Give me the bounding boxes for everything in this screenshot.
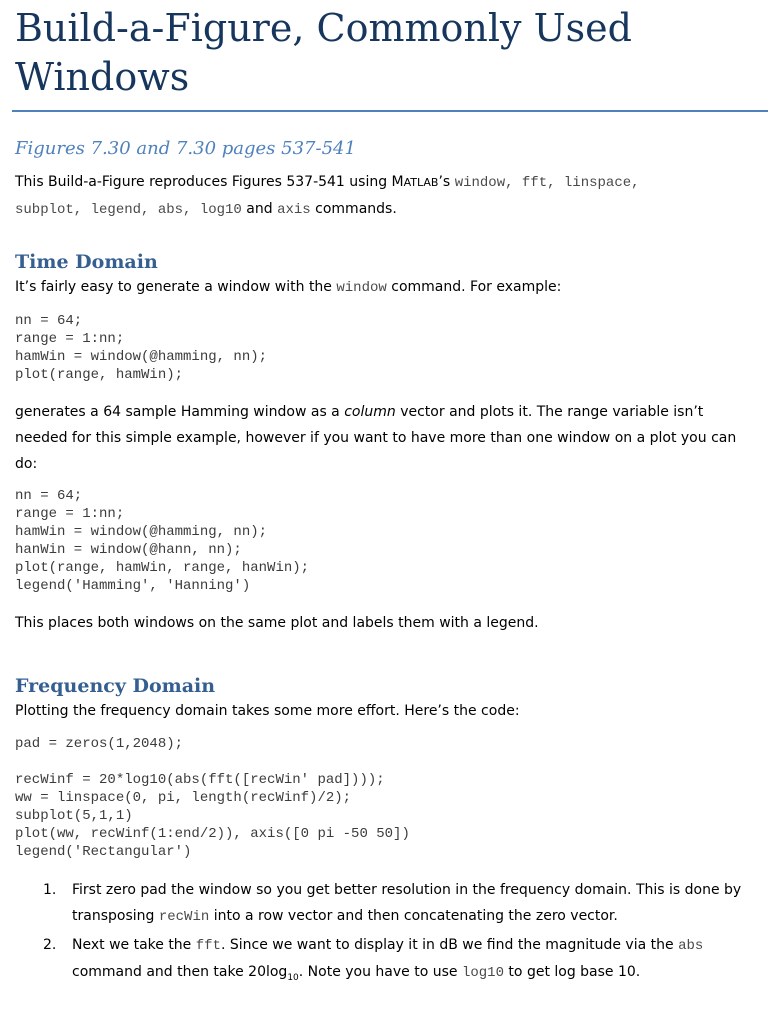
td-p2-line1-b: vector and plots it. The range variable isn’t [395, 404, 704, 420]
list-item-1-line2-b: into a row vector and then concatenating the zero vector. [209, 908, 618, 924]
td-p1-text-b: command. For example: [386, 279, 562, 295]
td-p2-italic: column [344, 404, 396, 420]
intro-commands-line1: window, fft, linspace, [454, 175, 640, 191]
td-p2-line3: do: [15, 456, 38, 472]
document-page [15, 0, 775, 991]
time-domain-code-block-2: nn = 64; range = 1:nn; hamWin = window(@hamming, nn); hanWin = window(@hann, nn); plot(range, hamWin, range, hanWin); legend('Hamming', 'Hanning') [15, 488, 310, 594]
list-item-1-recwin-code: recWin [158, 909, 210, 925]
list-item-2-line1-a: Next we take the [72, 937, 196, 953]
document-subtitle: Figures 7.30 and 7.30 pages 537-541 [15, 138, 356, 159]
intro-text-1: This Build-a-Figure reproduces Figures 537-541 using M [15, 174, 404, 190]
time-domain-heading: Time Domain [15, 251, 158, 273]
intro-commands-line2: subplot, legend, abs, log10 [15, 202, 242, 218]
td-p2-line2: needed for this simple example, however if you want to have more than one window on a plot you can [15, 430, 737, 446]
list-item-2-line2-b: . Note you have to use [298, 964, 462, 980]
time-domain-paragraph-3: This places both windows on the same plot and labels them with a legend. [15, 615, 539, 631]
intro-axis-code: axis [277, 202, 311, 218]
intro-matlab-caps: ATLAB [403, 176, 439, 189]
frequency-domain-heading: Frequency Domain [15, 675, 216, 697]
intro-text-2: ’s [438, 174, 455, 190]
list-item-2-line2-c: to get log base 10. [503, 964, 641, 980]
frequency-domain-code-block-2: recWinf = 20*log10(abs(fft([recWin' pad]))); ww = linspace(0, pi, length(recWinf)/2); subplot(5,1,1) plot(ww, recWinf(1:end/2)), axis([0 pi -50 50]) legend('Rectangular') [15, 772, 410, 860]
time-domain-paragraph-2 [15, 399, 775, 477]
time-domain-code-block-1: nn = 64; range = 1:nn; hamWin = window(@hamming, nn); plot(range, hamWin); [15, 313, 268, 383]
list-item-2-abs-code: abs [678, 938, 704, 954]
list-item-2-log10-code: log10 [461, 965, 504, 981]
list-item-1-line2-a: transposing [72, 908, 159, 924]
intro-and: and [241, 201, 278, 217]
intro-text-3: commands. [310, 201, 397, 217]
steps-list [15, 877, 775, 991]
list-item-2-line2-a: command and then take 20log [72, 964, 288, 980]
intro-paragraph [15, 169, 775, 223]
list-item [15, 877, 775, 930]
list-item-2-fft-code: fft [195, 938, 221, 954]
list-item-number: 1. [43, 882, 57, 898]
td-p1-text-a: It’s fairly easy to generate a window with the [15, 279, 337, 295]
td-p2-line1-a: generates a 64 sample Hamming window as a [15, 404, 345, 420]
frequency-domain-intro: Plotting the frequency domain takes some more effort. Here’s the code: [15, 703, 520, 719]
list-item [15, 932, 775, 991]
list-item-2-line1-b: . Since we want to display it in dB we find the magnitude via the [220, 937, 679, 953]
list-item-1-line1: First zero pad the window so you get better resolution in the frequency domain. This is done by [72, 882, 742, 898]
document-title: Build-a-Figure, Commonly Used Windows [12, 4, 768, 112]
time-domain-intro [15, 274, 775, 301]
list-item-2-subscript: 10 [287, 972, 299, 983]
frequency-domain-code-block-1: pad = zeros(1,2048); [15, 736, 184, 752]
list-item-number: 2. [43, 937, 57, 953]
td-p1-window-code: window [336, 280, 387, 296]
